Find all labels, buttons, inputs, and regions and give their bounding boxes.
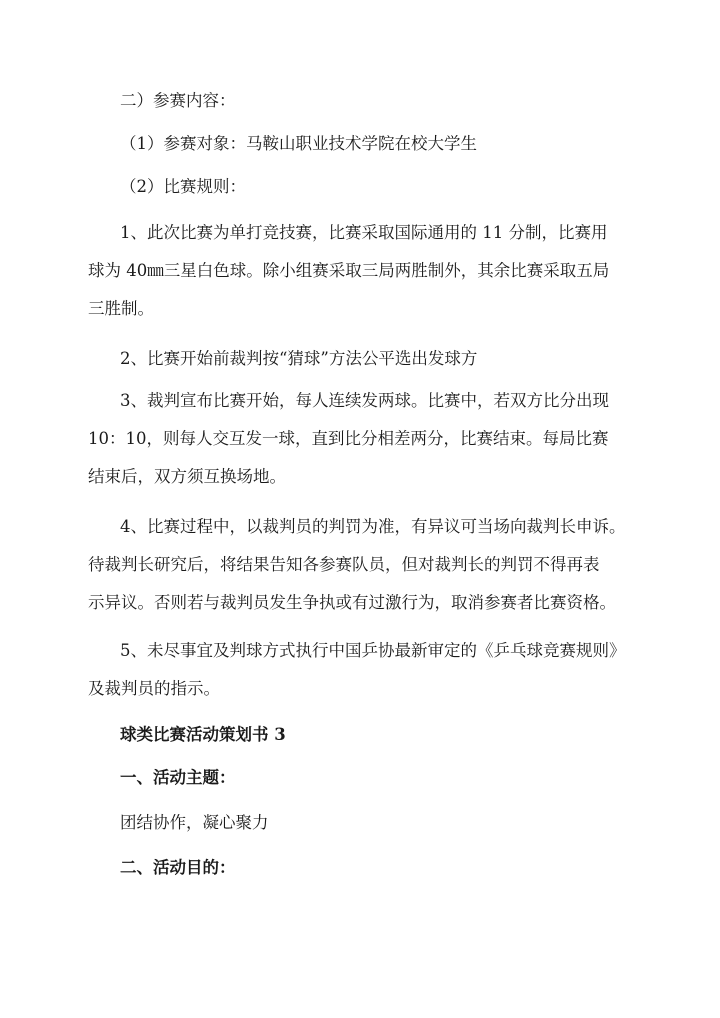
purpose-heading: 二、活动目的： <box>120 858 236 877</box>
rule-3-line-2: 10：10，则每人交互发一球，直到比分相差两分，比赛结束。每局比赛 <box>88 429 609 448</box>
rule-5-line-1: 5、未尽事宜及判球方式执行中国乒协最新审定的《乒乓球竞赛规则》 <box>120 641 626 660</box>
participant-target: （1）参赛对象：马鞍山职业技术学院在校大学生 <box>120 134 477 153</box>
theme-text: 团结协作，凝心聚力 <box>120 813 269 832</box>
plan-3-title: 球类比赛活动策划书 3 <box>120 725 286 744</box>
rule-1 <box>88 214 636 328</box>
rules-heading: （2）比赛规则： <box>120 177 246 196</box>
rule-1-line-1: 1、此次比赛为单打竞技赛，比赛采取国际通用的 11 分制，比赛用 <box>120 223 608 242</box>
theme-heading: 一、活动主题： <box>120 768 236 787</box>
rule-5 <box>88 632 636 708</box>
participation-heading: 二）参赛内容： <box>120 91 236 110</box>
rule-1-line-2: 球为 40㎜三星白色球。除小组赛采取三局两胜制外，其余比赛采取五局 <box>88 261 610 280</box>
rule-2 <box>88 340 636 378</box>
rule-3-line-3: 结束后，双方须互换场地。 <box>88 467 286 486</box>
rule-4-line-2: 待裁判长研究后，将结果告知各参赛队员，但对裁判长的判罚不得再表 <box>88 555 600 574</box>
rule-5-line-2: 及裁判员的指示。 <box>88 679 220 698</box>
rule-4-line-1: 4、比赛过程中，以裁判员的判罚为准，有异议可当场向裁判长申诉。 <box>120 517 626 536</box>
rule-2-line-1: 2、比赛开始前裁判按“猜球”方法公平选出发球方 <box>120 349 478 368</box>
rule-3-line-1: 3、裁判宣布比赛开始，每人连续发两球。比赛中，若双方比分出现 <box>120 391 609 410</box>
rule-1-line-3: 三胜制。 <box>88 299 154 318</box>
rule-4-line-3: 示异议。否则若与裁判员发生争执或有过激行为，取消参赛者比赛资格。 <box>88 593 616 612</box>
rule-3 <box>88 382 636 496</box>
rule-4 <box>88 508 636 622</box>
